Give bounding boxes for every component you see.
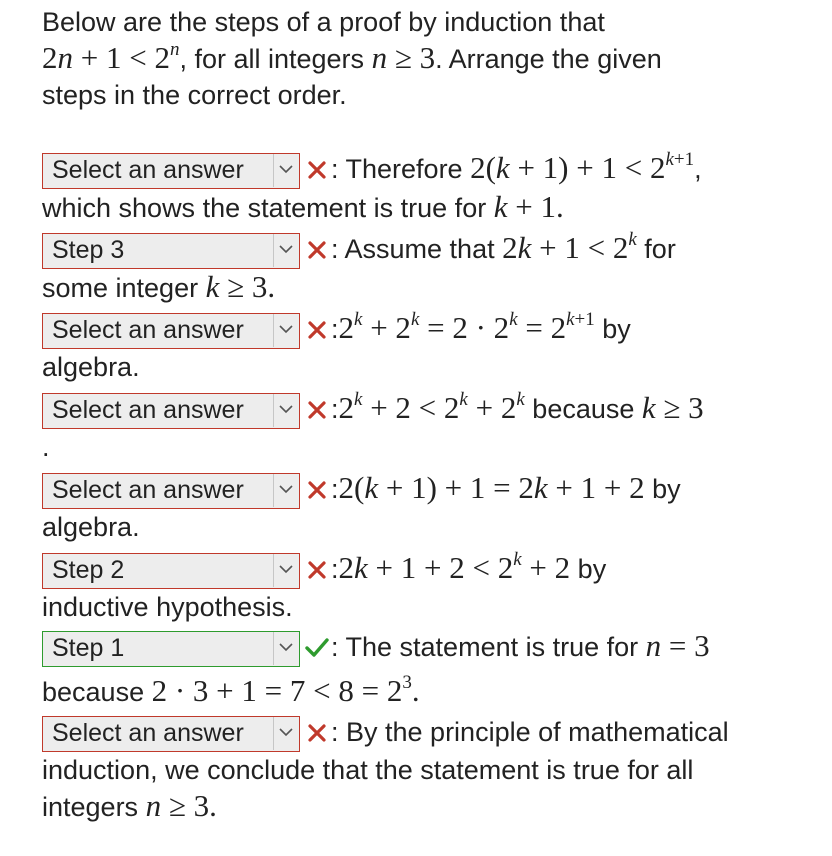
step-math: k ≥ 3 (641, 390, 704, 425)
step-text: which shows the statement is true for (42, 192, 487, 223)
step-text: : (331, 314, 339, 344)
step-math: n ≥ 3. (145, 787, 217, 823)
step-text: because (42, 676, 145, 707)
step-text: by (652, 474, 681, 504)
incorrect-x-icon (303, 153, 331, 189)
step-text: : Assume that (331, 234, 495, 264)
chevron-down-icon (273, 554, 299, 587)
step-math: k ≥ 3. (205, 268, 276, 304)
step-math: $2^k + 2 < 2^k + 2^k$ (338, 388, 525, 425)
proof-step-row (42, 310, 828, 385)
chevron-down-icon (273, 717, 299, 750)
step-math: $2^k + 2^k = 2 \cdot 2^k = 2^{k+1}$ (338, 308, 595, 345)
step-math: $2k + 1 < 2^k$ (502, 228, 637, 265)
step-text: : The statement is true for (331, 632, 639, 662)
chevron-down-icon (273, 234, 299, 267)
step-text: because (532, 394, 635, 424)
step-text: : Therefore (331, 154, 463, 184)
proof-step-row (42, 390, 828, 465)
step-order-select[interactable]: Step 2 (42, 553, 300, 589)
step-text: algebra. (42, 351, 140, 382)
step-order-select[interactable]: Step 3 (42, 233, 300, 269)
step-text: . (42, 431, 50, 462)
prompt-line-2: , for all integers (179, 44, 365, 74)
chevron-down-icon (273, 474, 299, 507)
step-math: n = 3 (645, 628, 710, 663)
step-math: $2 \cdot 3 + 1 = 7 < 8 = 2^3$. (151, 671, 420, 708)
proof-step-row (42, 714, 828, 825)
step-text: by (602, 314, 631, 344)
proof-step-row (42, 150, 828, 226)
step-math: $2(k + 1) + 1 < 2^{k+1}$ (470, 148, 695, 185)
chevron-down-icon (273, 632, 299, 665)
proof-step-row (42, 550, 828, 625)
chevron-down-icon (273, 314, 299, 347)
chevron-down-icon (273, 154, 299, 187)
prompt-line-1: Below are the steps of a proof by induction that (42, 7, 605, 37)
step-text: integers (42, 791, 139, 822)
proof-step-row (42, 230, 828, 306)
step-text: some integer (42, 272, 199, 303)
step-text: : (331, 554, 339, 584)
incorrect-x-icon (303, 233, 331, 269)
chevron-down-icon (273, 394, 299, 427)
math-claim: $2n + 1 < 2^n$ (42, 38, 180, 75)
proof-step-row (42, 470, 828, 545)
step-text: induction, we conclude that the statement is true for all (42, 754, 694, 785)
step-order-select[interactable]: Select an answer (42, 313, 300, 349)
math-domain: n ≥ 3 (371, 40, 436, 75)
incorrect-x-icon (303, 393, 331, 429)
correct-check-icon (303, 631, 331, 667)
step-text: by (577, 554, 607, 584)
incorrect-x-icon (303, 553, 331, 589)
step-math: $2k + 1 + 2 < 2^k + 2$ (338, 548, 571, 585)
step-math: k + 1. (493, 188, 564, 224)
step-text: : (331, 394, 339, 424)
incorrect-x-icon (303, 716, 331, 752)
step-text: , (694, 154, 702, 184)
prompt-line-3: . Arrange the given (435, 44, 662, 74)
step-text: algebra. (42, 511, 140, 542)
step-text: : By the principle of mathematical (331, 717, 729, 747)
step-order-select[interactable]: Select an answer (42, 716, 300, 752)
prompt-line-4: steps in the correct order. (42, 80, 347, 110)
incorrect-x-icon (303, 313, 331, 349)
step-text: inductive hypothesis. (42, 591, 293, 622)
step-order-select[interactable]: Select an answer (42, 393, 300, 429)
step-text: for (644, 234, 676, 264)
step-order-select[interactable]: Step 1 (42, 631, 300, 667)
step-math: 2(k + 1) + 1 = 2k + 1 + 2 (338, 470, 645, 505)
incorrect-x-icon (303, 473, 331, 509)
step-text: : (331, 474, 339, 504)
question-prompt (42, 4, 822, 113)
step-order-select[interactable]: Select an answer (42, 153, 300, 189)
proof-step-row (42, 628, 828, 710)
step-order-select[interactable]: Select an answer (42, 473, 300, 509)
